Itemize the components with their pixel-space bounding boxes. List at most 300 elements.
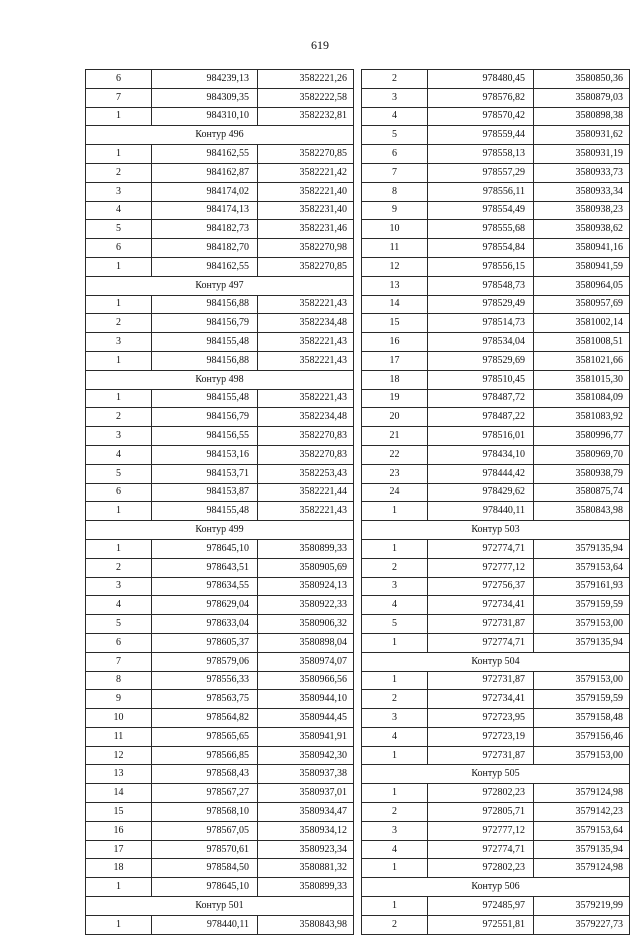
x-coordinate: 972734,41 xyxy=(428,596,534,615)
point-row xyxy=(86,840,354,859)
y-coordinate: 3580996,77 xyxy=(534,427,630,446)
point-number: 19 xyxy=(362,389,428,408)
x-coordinate: 978645,10 xyxy=(152,878,258,897)
contour-header-row xyxy=(86,370,354,389)
point-row xyxy=(86,88,354,107)
coordinates-table-left xyxy=(85,69,354,935)
point-number: 5 xyxy=(86,615,152,634)
x-coordinate: 984310,10 xyxy=(152,107,258,126)
y-coordinate: 3580899,33 xyxy=(258,878,354,897)
point-number: 3 xyxy=(362,88,428,107)
point-row xyxy=(362,295,630,314)
point-number: 2 xyxy=(362,803,428,822)
x-coordinate: 978570,42 xyxy=(428,107,534,126)
y-coordinate: 3580934,12 xyxy=(258,821,354,840)
x-coordinate: 978429,62 xyxy=(428,483,534,502)
point-row xyxy=(86,878,354,897)
point-row xyxy=(86,314,354,333)
x-coordinate: 984153,16 xyxy=(152,445,258,464)
x-coordinate: 978579,06 xyxy=(152,652,258,671)
point-number: 4 xyxy=(86,596,152,615)
y-coordinate: 3580941,16 xyxy=(534,239,630,258)
x-coordinate: 978529,69 xyxy=(428,351,534,370)
point-row xyxy=(362,803,630,822)
point-number: 15 xyxy=(362,314,428,333)
point-number: 7 xyxy=(86,652,152,671)
point-row xyxy=(362,483,630,502)
point-row xyxy=(86,445,354,464)
contour-header-row xyxy=(86,521,354,540)
point-row xyxy=(362,370,630,389)
point-row xyxy=(86,558,354,577)
x-coordinate: 978510,45 xyxy=(428,370,534,389)
point-row xyxy=(86,163,354,182)
x-coordinate: 978567,27 xyxy=(152,784,258,803)
point-number: 17 xyxy=(86,840,152,859)
point-row xyxy=(362,558,630,577)
point-number: 8 xyxy=(86,671,152,690)
y-coordinate: 3582270,83 xyxy=(258,427,354,446)
x-coordinate: 978487,72 xyxy=(428,389,534,408)
point-number: 6 xyxy=(86,633,152,652)
x-coordinate: 978514,73 xyxy=(428,314,534,333)
point-number: 2 xyxy=(86,558,152,577)
point-number: 4 xyxy=(86,445,152,464)
x-coordinate: 978629,04 xyxy=(152,596,258,615)
x-coordinate: 978563,75 xyxy=(152,690,258,709)
point-number: 2 xyxy=(362,915,428,934)
point-row xyxy=(86,220,354,239)
point-number: 14 xyxy=(86,784,152,803)
y-coordinate: 3582232,81 xyxy=(258,107,354,126)
y-coordinate: 3580944,10 xyxy=(258,690,354,709)
point-row xyxy=(86,690,354,709)
point-row xyxy=(86,652,354,671)
point-number: 12 xyxy=(362,257,428,276)
y-coordinate: 3580922,33 xyxy=(258,596,354,615)
x-coordinate: 978556,11 xyxy=(428,182,534,201)
page-number: 619 xyxy=(311,38,329,52)
x-coordinate: 978534,04 xyxy=(428,333,534,352)
y-coordinate: 3581008,51 xyxy=(534,333,630,352)
point-row xyxy=(362,859,630,878)
x-coordinate: 978434,10 xyxy=(428,445,534,464)
x-coordinate: 972777,12 xyxy=(428,558,534,577)
point-number: 1 xyxy=(362,633,428,652)
x-coordinate: 978440,11 xyxy=(152,915,258,934)
x-coordinate: 984182,70 xyxy=(152,239,258,258)
x-coordinate: 972774,71 xyxy=(428,539,534,558)
y-coordinate: 3580906,32 xyxy=(258,615,354,634)
point-number: 10 xyxy=(362,220,428,239)
y-coordinate: 3580941,59 xyxy=(534,257,630,276)
point-row xyxy=(86,70,354,89)
point-row xyxy=(86,859,354,878)
x-coordinate: 978557,29 xyxy=(428,163,534,182)
point-row xyxy=(86,408,354,427)
point-row xyxy=(86,803,354,822)
y-coordinate: 3580938,62 xyxy=(534,220,630,239)
point-row xyxy=(362,897,630,916)
y-coordinate: 3579159,59 xyxy=(534,690,630,709)
point-row xyxy=(86,727,354,746)
x-coordinate: 984182,73 xyxy=(152,220,258,239)
y-coordinate: 3582231,40 xyxy=(258,201,354,220)
point-number: 3 xyxy=(86,427,152,446)
point-number: 8 xyxy=(362,182,428,201)
point-number: 1 xyxy=(362,897,428,916)
point-number: 20 xyxy=(362,408,428,427)
point-number: 1 xyxy=(362,502,428,521)
x-coordinate: 972731,87 xyxy=(428,671,534,690)
y-coordinate: 3582222,58 xyxy=(258,88,354,107)
point-row xyxy=(86,389,354,408)
y-coordinate: 3579135,94 xyxy=(534,840,630,859)
point-row xyxy=(362,539,630,558)
point-number: 1 xyxy=(86,145,152,164)
x-coordinate: 978554,49 xyxy=(428,201,534,220)
point-row xyxy=(362,615,630,634)
point-number: 15 xyxy=(86,803,152,822)
point-row xyxy=(362,577,630,596)
y-coordinate: 3581015,30 xyxy=(534,370,630,389)
x-coordinate: 978556,15 xyxy=(428,257,534,276)
x-coordinate: 972802,23 xyxy=(428,859,534,878)
point-number: 16 xyxy=(362,333,428,352)
point-row xyxy=(362,276,630,295)
point-row xyxy=(362,126,630,145)
y-coordinate: 3582221,44 xyxy=(258,483,354,502)
point-number: 5 xyxy=(86,464,152,483)
y-coordinate: 3580964,05 xyxy=(534,276,630,295)
y-coordinate: 3580944,45 xyxy=(258,709,354,728)
x-coordinate: 972723,19 xyxy=(428,727,534,746)
x-coordinate: 978564,82 xyxy=(152,709,258,728)
point-number: 9 xyxy=(86,690,152,709)
point-row xyxy=(362,145,630,164)
point-row xyxy=(86,107,354,126)
point-number: 21 xyxy=(362,427,428,446)
y-coordinate: 3581021,66 xyxy=(534,351,630,370)
point-row xyxy=(86,483,354,502)
x-coordinate: 984153,87 xyxy=(152,483,258,502)
point-row xyxy=(86,615,354,634)
point-row xyxy=(362,821,630,840)
y-coordinate: 3580905,69 xyxy=(258,558,354,577)
x-coordinate: 978633,04 xyxy=(152,615,258,634)
x-coordinate: 984155,48 xyxy=(152,389,258,408)
y-coordinate: 3579124,98 xyxy=(534,784,630,803)
contour-title: Контур 501 xyxy=(86,897,354,916)
y-coordinate: 3582221,43 xyxy=(258,389,354,408)
x-coordinate: 984156,55 xyxy=(152,427,258,446)
point-row xyxy=(86,746,354,765)
point-number: 2 xyxy=(86,163,152,182)
point-row xyxy=(362,445,630,464)
y-coordinate: 3580957,69 xyxy=(534,295,630,314)
contour-header-row xyxy=(362,878,630,897)
contour-header-row xyxy=(86,897,354,916)
point-row xyxy=(362,915,630,934)
point-row xyxy=(86,821,354,840)
y-coordinate: 3579219,99 xyxy=(534,897,630,916)
y-coordinate: 3582234,48 xyxy=(258,314,354,333)
point-number: 5 xyxy=(362,126,428,145)
point-row xyxy=(362,464,630,483)
point-number: 1 xyxy=(362,859,428,878)
point-row xyxy=(362,502,630,521)
y-coordinate: 3582221,43 xyxy=(258,502,354,521)
y-coordinate: 3579159,59 xyxy=(534,596,630,615)
point-row xyxy=(362,351,630,370)
point-number: 12 xyxy=(86,746,152,765)
point-row xyxy=(86,502,354,521)
point-number: 1 xyxy=(86,107,152,126)
point-number: 6 xyxy=(86,483,152,502)
x-coordinate: 978567,05 xyxy=(152,821,258,840)
point-number: 11 xyxy=(362,239,428,258)
y-coordinate: 3582221,42 xyxy=(258,163,354,182)
x-coordinate: 984174,02 xyxy=(152,182,258,201)
x-coordinate: 978645,10 xyxy=(152,539,258,558)
point-number: 7 xyxy=(86,88,152,107)
x-coordinate: 972777,12 xyxy=(428,821,534,840)
y-coordinate: 3581002,14 xyxy=(534,314,630,333)
point-number: 2 xyxy=(362,70,428,89)
y-coordinate: 3579227,73 xyxy=(534,915,630,934)
y-coordinate: 3580898,38 xyxy=(534,107,630,126)
contour-title: Контур 506 xyxy=(362,878,630,897)
x-coordinate: 978440,11 xyxy=(428,502,534,521)
y-coordinate: 3582270,83 xyxy=(258,445,354,464)
point-row xyxy=(86,239,354,258)
y-coordinate: 3580843,98 xyxy=(258,915,354,934)
y-coordinate: 3582270,85 xyxy=(258,145,354,164)
x-coordinate: 978556,33 xyxy=(152,671,258,690)
x-coordinate: 978568,43 xyxy=(152,765,258,784)
y-coordinate: 3582221,40 xyxy=(258,182,354,201)
point-row xyxy=(362,427,630,446)
x-coordinate: 984153,71 xyxy=(152,464,258,483)
y-coordinate: 3579156,46 xyxy=(534,727,630,746)
point-number: 2 xyxy=(362,558,428,577)
point-number: 23 xyxy=(362,464,428,483)
x-coordinate: 978584,50 xyxy=(152,859,258,878)
point-number: 5 xyxy=(362,615,428,634)
point-row xyxy=(362,239,630,258)
point-number: 24 xyxy=(362,483,428,502)
x-coordinate: 984162,87 xyxy=(152,163,258,182)
x-coordinate: 972774,71 xyxy=(428,840,534,859)
point-row xyxy=(362,633,630,652)
y-coordinate: 3581084,09 xyxy=(534,389,630,408)
x-coordinate: 972756,37 xyxy=(428,577,534,596)
point-number: 14 xyxy=(362,295,428,314)
point-number: 3 xyxy=(362,577,428,596)
x-coordinate: 978529,49 xyxy=(428,295,534,314)
y-coordinate: 3580879,03 xyxy=(534,88,630,107)
point-number: 3 xyxy=(86,182,152,201)
contour-title: Контур 497 xyxy=(86,276,354,295)
y-coordinate: 3580881,32 xyxy=(258,859,354,878)
y-coordinate: 3580924,13 xyxy=(258,577,354,596)
point-row xyxy=(362,107,630,126)
point-row xyxy=(362,784,630,803)
y-coordinate: 3582221,43 xyxy=(258,333,354,352)
y-coordinate: 3581083,92 xyxy=(534,408,630,427)
point-row xyxy=(86,765,354,784)
point-number: 1 xyxy=(362,671,428,690)
x-coordinate: 984174,13 xyxy=(152,201,258,220)
point-row xyxy=(362,70,630,89)
y-coordinate: 3580933,34 xyxy=(534,182,630,201)
y-coordinate: 3582234,48 xyxy=(258,408,354,427)
point-number: 2 xyxy=(86,408,152,427)
contour-header-row xyxy=(362,652,630,671)
point-row xyxy=(362,671,630,690)
x-coordinate: 984155,48 xyxy=(152,333,258,352)
point-number: 2 xyxy=(86,314,152,333)
point-number: 1 xyxy=(362,784,428,803)
point-row xyxy=(86,709,354,728)
y-coordinate: 3582221,26 xyxy=(258,70,354,89)
point-row xyxy=(86,295,354,314)
contour-title: Контур 504 xyxy=(362,652,630,671)
y-coordinate: 3580899,33 xyxy=(258,539,354,558)
x-coordinate: 984156,88 xyxy=(152,351,258,370)
y-coordinate: 3580937,01 xyxy=(258,784,354,803)
point-row xyxy=(362,333,630,352)
y-coordinate: 3579153,00 xyxy=(534,615,630,634)
y-coordinate: 3579153,64 xyxy=(534,558,630,577)
y-coordinate: 3580966,56 xyxy=(258,671,354,690)
point-number: 16 xyxy=(86,821,152,840)
x-coordinate: 978570,61 xyxy=(152,840,258,859)
point-number: 6 xyxy=(362,145,428,164)
x-coordinate: 978558,13 xyxy=(428,145,534,164)
point-row xyxy=(86,464,354,483)
contour-title: Контур 503 xyxy=(362,521,630,540)
point-row xyxy=(86,201,354,220)
x-coordinate: 978444,42 xyxy=(428,464,534,483)
point-row xyxy=(86,596,354,615)
point-row xyxy=(86,671,354,690)
point-number: 4 xyxy=(362,840,428,859)
x-coordinate: 984162,55 xyxy=(152,257,258,276)
point-number: 1 xyxy=(86,351,152,370)
x-coordinate: 978605,37 xyxy=(152,633,258,652)
point-number: 3 xyxy=(86,333,152,352)
y-coordinate: 3580974,07 xyxy=(258,652,354,671)
x-coordinate: 978559,44 xyxy=(428,126,534,145)
point-row xyxy=(86,257,354,276)
y-coordinate: 3580933,73 xyxy=(534,163,630,182)
x-coordinate: 978565,65 xyxy=(152,727,258,746)
x-coordinate: 972485,97 xyxy=(428,897,534,916)
x-coordinate: 984162,55 xyxy=(152,145,258,164)
point-number: 1 xyxy=(362,746,428,765)
point-row xyxy=(86,539,354,558)
y-coordinate: 3580843,98 xyxy=(534,502,630,521)
contour-header-row xyxy=(362,765,630,784)
point-row xyxy=(362,596,630,615)
y-coordinate: 3580934,47 xyxy=(258,803,354,822)
point-number: 13 xyxy=(86,765,152,784)
point-number: 6 xyxy=(86,239,152,258)
point-number: 11 xyxy=(86,727,152,746)
point-row xyxy=(86,333,354,352)
point-number: 5 xyxy=(86,220,152,239)
y-coordinate: 3582270,85 xyxy=(258,257,354,276)
y-coordinate: 3580898,04 xyxy=(258,633,354,652)
point-number: 1 xyxy=(86,257,152,276)
point-row xyxy=(362,201,630,220)
point-number: 3 xyxy=(362,709,428,728)
point-row xyxy=(86,633,354,652)
x-coordinate: 978634,55 xyxy=(152,577,258,596)
point-number: 13 xyxy=(362,276,428,295)
point-number: 3 xyxy=(86,577,152,596)
y-coordinate: 3579124,98 xyxy=(534,859,630,878)
y-coordinate: 3582270,98 xyxy=(258,239,354,258)
y-coordinate: 3580938,23 xyxy=(534,201,630,220)
x-coordinate: 972723,95 xyxy=(428,709,534,728)
y-coordinate: 3580923,34 xyxy=(258,840,354,859)
point-row xyxy=(86,351,354,370)
point-number: 4 xyxy=(362,107,428,126)
y-coordinate: 3580937,38 xyxy=(258,765,354,784)
y-coordinate: 3580942,30 xyxy=(258,746,354,765)
x-coordinate: 978643,51 xyxy=(152,558,258,577)
point-row xyxy=(86,915,354,934)
y-coordinate: 3579153,00 xyxy=(534,671,630,690)
y-coordinate: 3580850,36 xyxy=(534,70,630,89)
contour-title: Контур 496 xyxy=(86,126,354,145)
point-number: 1 xyxy=(86,878,152,897)
y-coordinate: 3580941,91 xyxy=(258,727,354,746)
point-row xyxy=(362,840,630,859)
y-coordinate: 3579135,94 xyxy=(534,539,630,558)
point-number: 4 xyxy=(362,727,428,746)
x-coordinate: 978568,10 xyxy=(152,803,258,822)
x-coordinate: 984156,79 xyxy=(152,314,258,333)
y-coordinate: 3579158,48 xyxy=(534,709,630,728)
point-number: 10 xyxy=(86,709,152,728)
point-number: 3 xyxy=(362,821,428,840)
point-row xyxy=(362,220,630,239)
point-number: 1 xyxy=(86,539,152,558)
y-coordinate: 3579153,64 xyxy=(534,821,630,840)
y-coordinate: 3580875,74 xyxy=(534,483,630,502)
contour-header-row xyxy=(362,521,630,540)
point-row xyxy=(362,408,630,427)
x-coordinate: 978487,22 xyxy=(428,408,534,427)
x-coordinate: 972551,81 xyxy=(428,915,534,934)
point-number: 9 xyxy=(362,201,428,220)
x-coordinate: 972802,23 xyxy=(428,784,534,803)
point-number: 1 xyxy=(86,502,152,521)
contour-title: Контур 498 xyxy=(86,370,354,389)
x-coordinate: 984309,35 xyxy=(152,88,258,107)
x-coordinate: 972774,71 xyxy=(428,633,534,652)
point-row xyxy=(362,709,630,728)
x-coordinate: 978548,73 xyxy=(428,276,534,295)
x-coordinate: 984155,48 xyxy=(152,502,258,521)
y-coordinate: 3580931,62 xyxy=(534,126,630,145)
point-row xyxy=(86,182,354,201)
y-coordinate: 3579153,00 xyxy=(534,746,630,765)
x-coordinate: 978554,84 xyxy=(428,239,534,258)
